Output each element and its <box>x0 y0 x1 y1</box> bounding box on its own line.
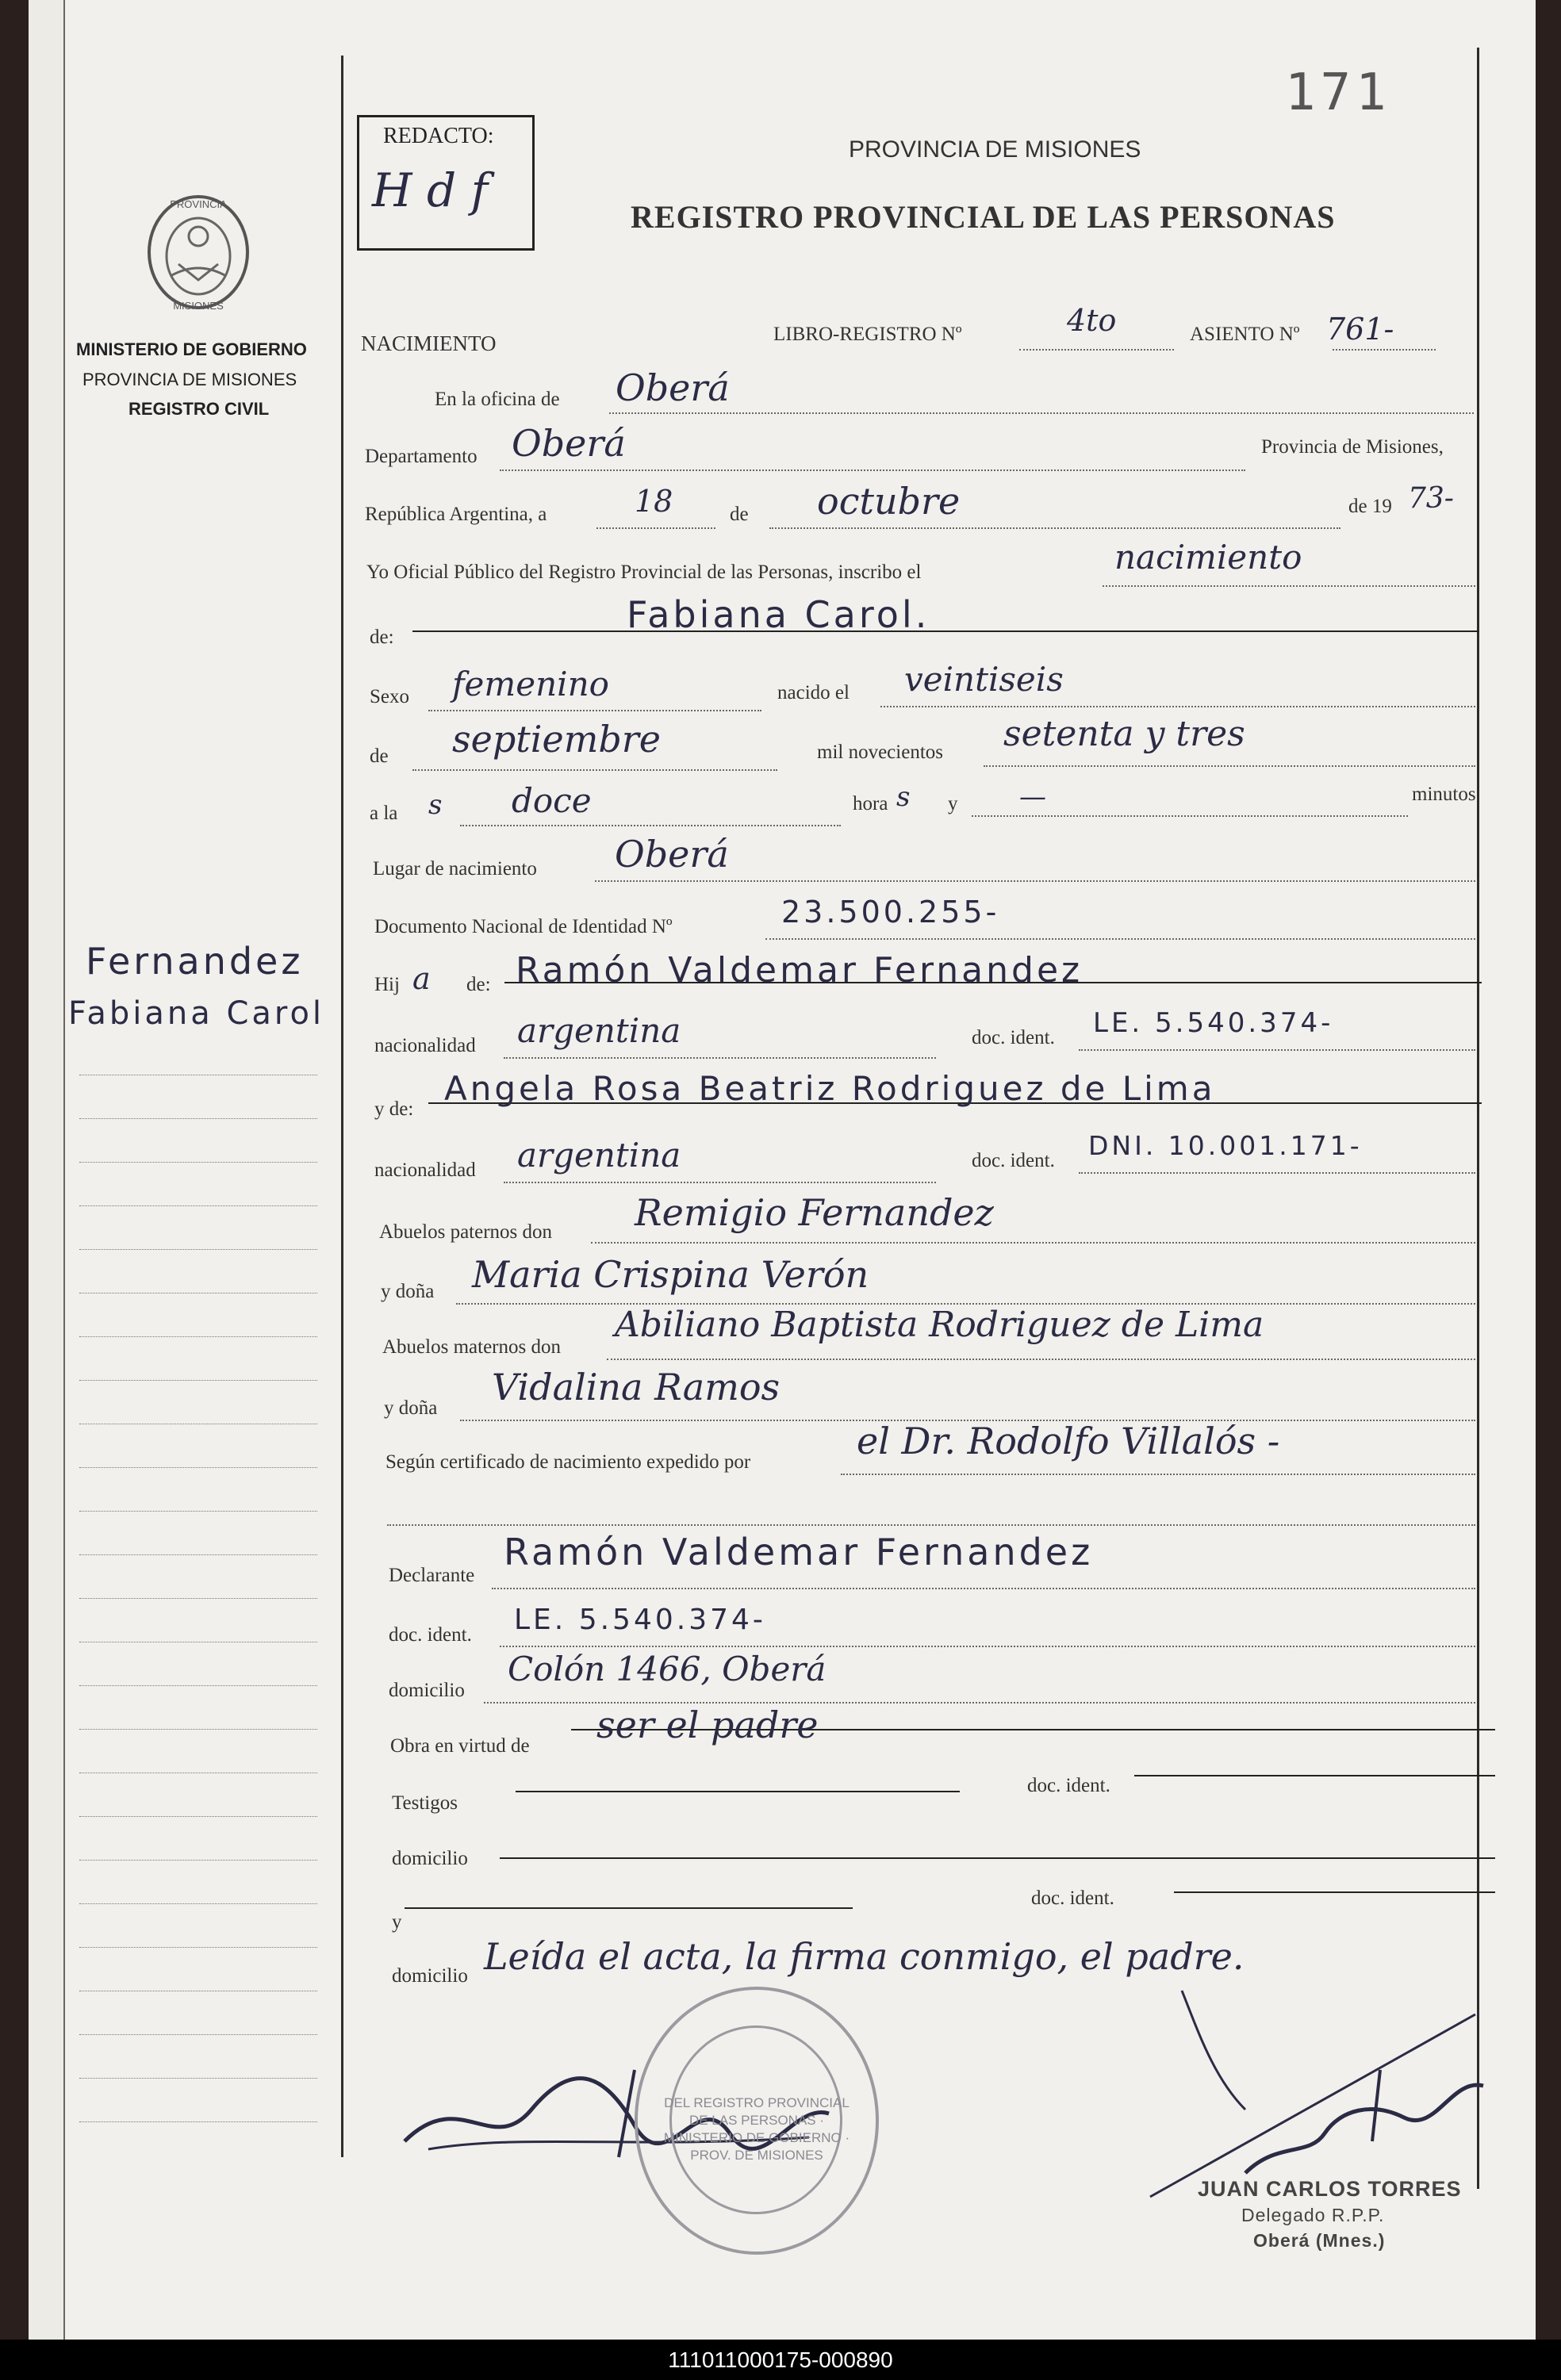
day-value: 18 <box>635 484 673 519</box>
registrant-name: Fabiana Carol. <box>627 593 930 636</box>
doc-declarante-value: LE. 5.540.374- <box>514 1604 766 1636</box>
obra-label: Obra en virtud de <box>390 1735 530 1757</box>
redacto-box <box>357 115 535 251</box>
hora-suffix: s <box>896 781 911 813</box>
libro-line <box>1019 349 1174 351</box>
hija-suffix: a <box>412 961 431 996</box>
province-seal-icon <box>139 189 258 316</box>
testigos-doc-line <box>1134 1775 1495 1776</box>
margin-rule <box>79 1598 317 1599</box>
sexo-label: Sexo <box>370 686 409 707</box>
doc-2-line <box>1079 1172 1475 1174</box>
month2-line <box>412 769 777 771</box>
mil-value: setenta y tres <box>1003 714 1245 754</box>
abuelos-maternos-value: Abiliano Baptista Rodriguez de Lima <box>615 1305 1264 1345</box>
right-column-rule <box>1477 48 1479 2189</box>
hija-label: Hij <box>374 974 400 995</box>
nacionalidad-2-value: argentina <box>517 1136 681 1175</box>
month2-value: septiembre <box>452 718 661 761</box>
testigos-label: Testigos <box>392 1792 458 1814</box>
barcode-id-bar: 111011000175-000890 <box>0 2340 1561 2380</box>
domicilio-3-value: Leída el acta, la firma conmigo, el padre. <box>484 1935 1245 1978</box>
mother-name: Angela Rosa Beatriz Rodriguez de Lima <box>444 1069 1216 1108</box>
declarante-line <box>492 1588 1475 1589</box>
de-name-label: de: <box>370 627 394 648</box>
redacto-initials: H d f <box>372 163 489 217</box>
inscribo-line <box>1103 585 1475 587</box>
dni-value: 23.500.255- <box>781 895 1000 929</box>
declarante-label: Declarante <box>389 1565 475 1586</box>
asiento-value: 761- <box>1326 312 1394 347</box>
margin-rule <box>79 1336 317 1337</box>
y-2-doc-line <box>1174 1891 1495 1893</box>
abuelos-paternos-value: Remigio Fernandez <box>635 1191 994 1234</box>
hora-line <box>460 825 841 826</box>
margin-registro: REGISTRO CIVIL <box>128 399 270 419</box>
margin-rule <box>79 1554 317 1555</box>
segun-line <box>841 1474 1475 1475</box>
y-dona-2-value: Vidalina Ramos <box>492 1366 780 1408</box>
day-line <box>596 527 715 529</box>
segun-label: Según certificado de nacimiento expedido por <box>385 1451 751 1473</box>
margin-rule <box>79 2034 317 2035</box>
lugar-label: Lugar de nacimiento <box>373 858 537 880</box>
y-2-line <box>405 1907 853 1909</box>
nacionalidad-1-value: argentina <box>517 1011 681 1050</box>
nacido-label: nacido el <box>777 682 850 703</box>
margin-rule <box>79 1511 317 1512</box>
libro-label: LIBRO-REGISTRO Nº <box>773 324 962 345</box>
abuelos-maternos-line <box>607 1359 1475 1360</box>
doc-2-value: DNI. 10.001.171- <box>1088 1130 1363 1161</box>
declarante-value: Ramón Valdemar Fernandez <box>504 1531 1094 1573</box>
margin-rule <box>79 1205 317 1206</box>
nacionalidad-2-label: nacionalidad <box>374 1159 476 1181</box>
margin-rule <box>79 1860 317 1861</box>
margin-rule <box>79 1467 317 1468</box>
minutos-line <box>972 815 1408 817</box>
margin-rule <box>79 1380 317 1381</box>
margin-rule <box>79 1249 317 1250</box>
lugar-value: Oberá <box>615 833 729 876</box>
y-de-label: y de: <box>374 1098 414 1120</box>
asiento-label: ASIENTO Nº <box>1190 324 1300 345</box>
record-type-label: NACIMIENTO <box>361 332 497 355</box>
margin-province: PROVINCIA DE MISIONES <box>82 370 297 389</box>
mil-label: mil novecientos <box>817 742 943 763</box>
segun-value: el Dr. Rodolfo Villalós - <box>857 1420 1280 1462</box>
hija-de-label: de: <box>466 974 491 995</box>
segun-continuation-line <box>387 1524 1475 1526</box>
minutos-value: — <box>1019 781 1046 813</box>
province-heading: PROVINCIA DE MISIONES <box>849 136 1141 163</box>
doc-2-label: doc. ident. <box>972 1150 1055 1171</box>
mil-line <box>984 765 1475 767</box>
testigos-doc-label: doc. ident. <box>1027 1775 1110 1796</box>
abuelos-maternos-label: Abuelos maternos don <box>382 1336 561 1358</box>
doc-1-value: LE. 5.540.374- <box>1093 1007 1334 1039</box>
de2-label: de <box>370 745 389 767</box>
margin-rule <box>79 1903 317 1904</box>
testigos-line <box>516 1791 960 1792</box>
name-line <box>412 630 1479 632</box>
oficina-label: En la oficina de <box>435 389 560 410</box>
domicilio-2-line <box>500 1857 1495 1859</box>
nacido-line <box>880 706 1475 707</box>
domicilio-3-label: domicilio <box>392 1965 468 1987</box>
republica-label: República Argentina, a <box>365 504 547 525</box>
month-line <box>769 527 1340 529</box>
alas-label: a la <box>370 803 398 824</box>
official-place: Oberá (Mnes.) <box>1253 2230 1386 2251</box>
libro-value: 4to <box>1067 303 1117 338</box>
margin-rule <box>79 1118 317 1119</box>
domicilio-1-value: Colón 1466, Oberá <box>508 1650 827 1688</box>
margin-rule <box>79 2078 317 2079</box>
doc-declarante-line <box>500 1646 1475 1647</box>
y-label: y <box>948 793 958 814</box>
year-label: de 19 <box>1348 496 1392 517</box>
seal-top-text: PROVINCIA <box>170 198 227 210</box>
margin-rule <box>79 1162 317 1163</box>
official-name: JUAN CARLOS TORRES <box>1198 2177 1462 2201</box>
y-dona-1-value: Maria Crispina Verón <box>472 1253 869 1296</box>
doc-1-line <box>1079 1049 1475 1051</box>
departamento-value: Oberá <box>512 422 626 465</box>
nacionalidad-1-line <box>504 1057 936 1059</box>
y-2-label: y <box>392 1911 402 1933</box>
seal-bottom-text: MISIONES <box>173 300 224 312</box>
inscribo-label: Yo Oficial Público del Registro Provincial de las Personas, inscribo el <box>366 561 922 583</box>
oficina-line <box>609 412 1474 414</box>
abuelos-paternos-line <box>591 1242 1475 1244</box>
domicilio-1-label: domicilio <box>389 1680 465 1701</box>
departamento-label: Departamento <box>365 446 478 467</box>
provincia-suffix: Provincia de Misiones, <box>1261 436 1444 458</box>
margin-note-name: Fabiana Carol <box>68 995 325 1032</box>
sexo-value: femenino <box>452 665 609 703</box>
doc-1-label: doc. ident. <box>972 1027 1055 1048</box>
official-title: Delegado R.P.P. <box>1241 2205 1385 2225</box>
oficina-value: Oberá <box>616 366 730 409</box>
de-label: de <box>730 504 749 525</box>
nacionalidad-1-label: nacionalidad <box>374 1035 476 1056</box>
margin-rule <box>79 1729 317 1730</box>
nacido-value: veintiseis <box>904 660 1064 699</box>
asiento-line <box>1333 349 1436 351</box>
lugar-line <box>595 880 1475 882</box>
sexo-line <box>428 710 761 711</box>
departamento-line <box>500 469 1245 471</box>
nacionalidad-2-line <box>504 1182 936 1183</box>
year-value: 73- <box>1408 482 1454 515</box>
oval-stamp-text: DEL REGISTRO PROVINCIAL DE LAS PERSONAS · MINISTERIO DE GOBIERNO · PROV. DE MISIONES <box>663 2095 850 2163</box>
domicilio-2-label: domicilio <box>392 1848 468 1869</box>
abuelos-paternos-label: Abuelos paternos don <box>379 1221 553 1243</box>
margin-note-surname: Fernandez <box>86 940 304 983</box>
alas-value: s <box>428 789 443 821</box>
left-column-rule <box>341 56 343 2157</box>
father-name: Ramón Valdemar Fernandez <box>516 950 1083 991</box>
margin-rule <box>79 1685 317 1686</box>
minutos-label: minutos <box>1412 784 1476 805</box>
margin-rule <box>79 1947 317 1948</box>
registry-heading: REGISTRO PROVINCIAL DE LAS PERSONAS <box>631 199 1336 235</box>
margin-rule <box>79 2121 317 2122</box>
folio-number: 171 <box>1285 63 1391 122</box>
hora-label: hora <box>853 793 888 814</box>
month-value: octubre <box>817 480 961 523</box>
dni-line <box>765 938 1475 940</box>
obra-value: ser el padre <box>596 1704 819 1746</box>
inscribo-value: nacimiento <box>1114 538 1302 577</box>
y-dona-1-label: y doña <box>381 1281 435 1302</box>
margin-rule <box>79 1816 317 1817</box>
y-2-doc-label: doc. ident. <box>1031 1888 1114 1909</box>
y-dona-2-label: y doña <box>384 1397 438 1419</box>
margin-ministry: MINISTERIO DE GOBIERNO <box>76 339 307 359</box>
redacto-label: REDACTO: <box>383 124 494 148</box>
hora-value: doce <box>512 781 592 820</box>
dni-label: Documento Nacional de Identidad Nº <box>374 916 673 937</box>
oval-stamp <box>635 1987 879 2255</box>
doc-declarante-label: doc. ident. <box>389 1624 472 1646</box>
binding-edge <box>29 0 65 2340</box>
